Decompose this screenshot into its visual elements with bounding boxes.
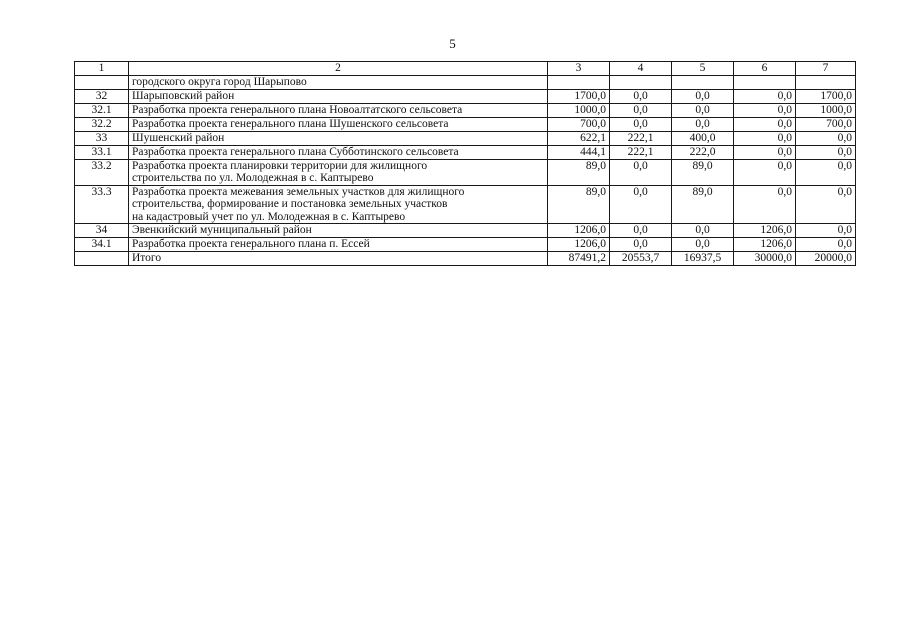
cell-col7: 20000,0 (796, 252, 856, 266)
cell-col7: 0,0 (796, 159, 856, 185)
cell-col3: 1206,0 (548, 238, 610, 252)
cell-col6: 0,0 (734, 145, 796, 159)
cell-col6 (734, 75, 796, 89)
row-number: 33.1 (75, 145, 129, 159)
cell-col7: 0,0 (796, 224, 856, 238)
total-row (75, 252, 856, 266)
row-name (129, 159, 548, 185)
cell-col6: 1206,0 (734, 238, 796, 252)
column-header: 2 (129, 62, 548, 76)
row-number (75, 75, 129, 89)
table-row (75, 117, 856, 131)
row-number (75, 252, 129, 266)
table-row (75, 131, 856, 145)
table-row (75, 159, 856, 185)
cell-col3: 1700,0 (548, 89, 610, 103)
cell-col4: 222,1 (610, 131, 672, 145)
cell-col4: 222,1 (610, 145, 672, 159)
cell-col3: 700,0 (548, 117, 610, 131)
cell-col4: 0,0 (610, 159, 672, 185)
row-name-line: Разработка проекта планировки территории для жилищного (132, 159, 428, 172)
cell-col3 (548, 75, 610, 89)
cell-col6: 0,0 (734, 103, 796, 117)
cell-col4: 0,0 (610, 224, 672, 238)
row-name-line: на кадастровый учет по ул. Молодежная в с. Каптырево (132, 210, 406, 223)
table-row (75, 224, 856, 238)
cell-col5: 89,0 (672, 159, 734, 185)
table-row (75, 75, 856, 89)
cell-col5: 0,0 (672, 117, 734, 131)
cell-col7: 0,0 (796, 185, 856, 224)
row-number: 33 (75, 131, 129, 145)
table-row (75, 238, 856, 252)
cell-col7: 700,0 (796, 117, 856, 131)
cell-col6: 1206,0 (734, 224, 796, 238)
cell-col4: 0,0 (610, 117, 672, 131)
row-name: Разработка проекта генерального плана Субботинского сельсовета (129, 145, 548, 159)
row-number: 32.2 (75, 117, 129, 131)
cell-col4: 20553,7 (610, 252, 672, 266)
cell-col5: 89,0 (672, 185, 734, 224)
row-name-line: строительства, формирование и постановка земельных участков (132, 198, 448, 210)
cell-col3: 1000,0 (548, 103, 610, 117)
cell-col6: 30000,0 (734, 252, 796, 266)
column-header: 3 (548, 62, 610, 76)
row-number: 32.1 (75, 103, 129, 117)
cell-col4: 0,0 (610, 89, 672, 103)
cell-col3: 89,0 (548, 185, 610, 224)
column-header: 6 (734, 62, 796, 76)
cell-col7 (796, 75, 856, 89)
row-name-line: Разработка проекта межевания земельных участков для жилищного (132, 185, 465, 198)
row-name: Разработка проекта генерального плана п. Ессей (129, 238, 548, 252)
page-number: 5 (449, 36, 456, 51)
row-number: 33.2 (75, 159, 129, 185)
cell-col4: 0,0 (610, 103, 672, 117)
cell-col5 (672, 75, 734, 89)
cell-col3: 444,1 (548, 145, 610, 159)
cell-col5: 0,0 (672, 224, 734, 238)
cell-col7: 0,0 (796, 145, 856, 159)
row-name (129, 185, 548, 224)
cell-col6: 0,0 (734, 131, 796, 145)
cell-col5: 0,0 (672, 103, 734, 117)
row-number: 34 (75, 224, 129, 238)
cell-col5: 222,0 (672, 145, 734, 159)
row-name: Итого (129, 252, 548, 266)
row-number: 34.1 (75, 238, 129, 252)
table-row (75, 145, 856, 159)
row-name: Шарыповский район (129, 89, 548, 103)
column-header: 4 (610, 62, 672, 76)
cell-col3: 1206,0 (548, 224, 610, 238)
cell-col5: 0,0 (672, 89, 734, 103)
cell-col6: 0,0 (734, 185, 796, 224)
row-name-line: строительства по ул. Молодежная в с. Каптырево (132, 172, 374, 184)
cell-col5: 0,0 (672, 238, 734, 252)
row-number: 33.3 (75, 185, 129, 224)
row-number: 32 (75, 89, 129, 103)
cell-col3: 622,1 (548, 131, 610, 145)
column-header: 7 (796, 62, 856, 76)
table-row (75, 103, 856, 117)
cell-col7: 0,0 (796, 131, 856, 145)
column-header: 1 (75, 62, 129, 76)
row-name: Разработка проекта генерального плана Новоалтатского сельсовета (129, 103, 548, 117)
cell-col5: 400,0 (672, 131, 734, 145)
cell-col7: 0,0 (796, 238, 856, 252)
cell-col3: 87491,2 (548, 252, 610, 266)
cell-col6: 0,0 (734, 89, 796, 103)
cell-col6: 0,0 (734, 159, 796, 185)
row-name: городского округа город Шарыпово (129, 75, 548, 89)
budget-table (74, 61, 856, 266)
header-row (75, 62, 856, 76)
cell-col4: 0,0 (610, 185, 672, 224)
row-name: Шушенский район (129, 131, 548, 145)
table-row (75, 89, 856, 103)
cell-col7: 1000,0 (796, 103, 856, 117)
cell-col4 (610, 75, 672, 89)
table-row (75, 185, 856, 224)
column-header: 5 (672, 62, 734, 76)
cell-col3: 89,0 (548, 159, 610, 185)
row-name: Разработка проекта генерального плана Шушенского сельсовета (129, 117, 548, 131)
cell-col7: 1700,0 (796, 89, 856, 103)
cell-col6: 0,0 (734, 117, 796, 131)
cell-col5: 16937,5 (672, 252, 734, 266)
cell-col4: 0,0 (610, 238, 672, 252)
row-name: Эвенкийский муниципальный район (129, 224, 548, 238)
